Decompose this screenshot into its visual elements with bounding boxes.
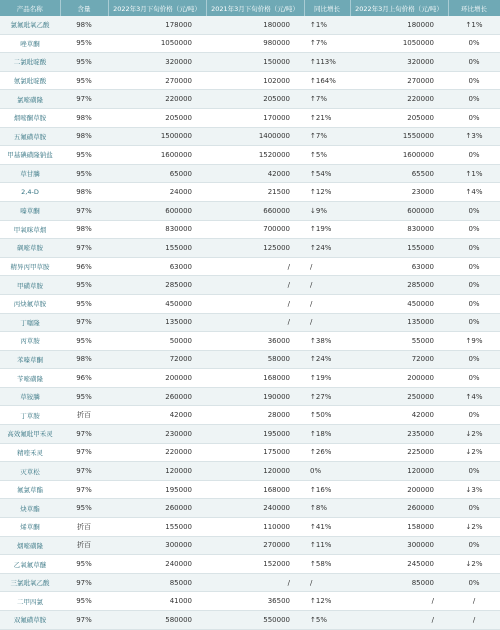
cell-content: 97% (60, 239, 108, 258)
cell-price-2022-early-march: 72000 (350, 350, 448, 369)
cell-price-2021-late-march: 1400000 (206, 127, 304, 146)
header-product-name: 产品名称 (0, 0, 60, 16)
cell-price-2022-early-march: 450000 (350, 294, 448, 313)
cell-mom-growth: 0% (448, 108, 500, 127)
cell-mom-growth: ↑4% (448, 387, 500, 406)
cell-yoy-growth: ↑41% (304, 518, 350, 537)
cell-price-2021-late-march: 190000 (206, 387, 304, 406)
cell-yoy-growth: ↑113% (304, 53, 350, 72)
cell-product-name: 高效氟吡甲禾灵 (0, 425, 60, 444)
cell-yoy-growth: / (304, 276, 350, 295)
table-row (0, 294, 500, 313)
cell-yoy-growth: ↑16% (304, 480, 350, 499)
cell-price-2021-late-march: / (206, 313, 304, 332)
cell-price-2021-late-march: 1520000 (206, 146, 304, 165)
cell-price-2021-late-march: 205000 (206, 90, 304, 109)
cell-price-2022-early-march: 65500 (350, 164, 448, 183)
cell-product-name: 苯嗪草酮 (0, 350, 60, 369)
cell-yoy-growth: / (304, 573, 350, 592)
cell-content: 95% (60, 294, 108, 313)
cell-price-2022-late-march: 220000 (108, 90, 206, 109)
table-row (0, 573, 500, 592)
cell-content: 95% (60, 276, 108, 295)
cell-yoy-growth: ↑26% (304, 443, 350, 462)
cell-yoy-growth: ↑8% (304, 499, 350, 518)
table-body (0, 16, 500, 629)
table-row (0, 220, 500, 239)
cell-mom-growth: 0% (448, 573, 500, 592)
cell-price-2022-early-march: 205000 (350, 108, 448, 127)
cell-price-2022-early-march: 220000 (350, 90, 448, 109)
cell-mom-growth: 0% (448, 146, 500, 165)
cell-price-2022-late-march: 50000 (108, 332, 206, 351)
cell-yoy-growth: ↑164% (304, 71, 350, 90)
cell-product-name: 甲基碘磺隆钠盐 (0, 146, 60, 165)
cell-product-name: 草甘膦 (0, 164, 60, 183)
cell-mom-growth: 0% (448, 201, 500, 220)
cell-price-2022-late-march: 260000 (108, 387, 206, 406)
cell-price-2022-early-march: 1050000 (350, 34, 448, 53)
cell-content: 97% (60, 480, 108, 499)
table-row (0, 313, 500, 332)
cell-price-2022-late-march: 63000 (108, 257, 206, 276)
table-row (0, 555, 500, 574)
table-row (0, 536, 500, 555)
cell-yoy-growth: ↓9% (304, 201, 350, 220)
table-row (0, 480, 500, 499)
cell-price-2022-late-march: 230000 (108, 425, 206, 444)
cell-price-2021-late-march: 42000 (206, 164, 304, 183)
cell-yoy-growth: ↑24% (304, 350, 350, 369)
cell-price-2022-early-march: 245000 (350, 555, 448, 574)
cell-yoy-growth: ↑7% (304, 90, 350, 109)
cell-price-2022-late-march: 42000 (108, 406, 206, 425)
cell-price-2022-early-march: / (350, 611, 448, 630)
table-row (0, 332, 500, 351)
cell-price-2022-late-march: 195000 (108, 480, 206, 499)
cell-mom-growth: 0% (448, 350, 500, 369)
cell-price-2021-late-march: 168000 (206, 369, 304, 388)
table-row (0, 146, 500, 165)
cell-mom-growth: 0% (448, 53, 500, 72)
cell-product-name: 烯草酮 (0, 518, 60, 537)
cell-price-2022-late-march: 135000 (108, 313, 206, 332)
cell-price-2021-late-march: 110000 (206, 518, 304, 537)
cell-content: 95% (60, 34, 108, 53)
cell-product-name: 丁噻隆 (0, 313, 60, 332)
cell-price-2021-late-march: 28000 (206, 406, 304, 425)
cell-price-2021-late-march: 700000 (206, 220, 304, 239)
cell-price-2022-late-march: 41000 (108, 592, 206, 611)
cell-price-2021-late-march: 168000 (206, 480, 304, 499)
cell-content: 97% (60, 573, 108, 592)
cell-mom-growth: ↑3% (448, 127, 500, 146)
cell-price-2021-late-march: 195000 (206, 425, 304, 444)
cell-price-2022-early-march: 285000 (350, 276, 448, 295)
cell-product-name: 砜嘧草胺 (0, 239, 60, 258)
cell-yoy-growth: ↑54% (304, 164, 350, 183)
cell-price-2022-early-march: 155000 (350, 239, 448, 258)
cell-yoy-growth: ↑7% (304, 34, 350, 53)
cell-content: 98% (60, 108, 108, 127)
cell-content: 97% (60, 462, 108, 481)
cell-mom-growth: ↓2% (448, 425, 500, 444)
cell-mom-growth: 0% (448, 257, 500, 276)
cell-content: 98% (60, 183, 108, 202)
cell-mom-growth: / (448, 611, 500, 630)
cell-product-name: 2,4-D (0, 183, 60, 202)
cell-content: 98% (60, 16, 108, 34)
cell-mom-growth: 0% (448, 294, 500, 313)
cell-content: 97% (60, 201, 108, 220)
cell-mom-growth: ↓2% (448, 518, 500, 537)
cell-product-name: 精喹禾灵 (0, 443, 60, 462)
cell-product-name: 甲氧咪草烟 (0, 220, 60, 239)
cell-content: 97% (60, 425, 108, 444)
cell-price-2022-late-march: 72000 (108, 350, 206, 369)
cell-product-name: 三氯吡氧乙酸 (0, 573, 60, 592)
cell-price-2022-late-march: 600000 (108, 201, 206, 220)
cell-price-2022-late-march: 220000 (108, 443, 206, 462)
cell-mom-growth: ↓3% (448, 480, 500, 499)
cell-content: 98% (60, 127, 108, 146)
cell-product-name: 炔草酯 (0, 499, 60, 518)
cell-content: 96% (60, 369, 108, 388)
cell-product-name: 双氟磺草胺 (0, 611, 60, 630)
cell-price-2021-late-march: 980000 (206, 34, 304, 53)
cell-price-2021-late-march: 240000 (206, 499, 304, 518)
cell-price-2022-early-march: 23000 (350, 183, 448, 202)
cell-product-name: 丁草胺 (0, 406, 60, 425)
cell-price-2022-early-march: 135000 (350, 313, 448, 332)
cell-price-2022-late-march: 155000 (108, 239, 206, 258)
cell-yoy-growth: ↑12% (304, 183, 350, 202)
cell-price-2022-early-march: 85000 (350, 573, 448, 592)
table-row (0, 462, 500, 481)
cell-mom-growth: 0% (448, 369, 500, 388)
header-price-2022-late-march: 2022年3月下旬价格（元/吨） (108, 0, 206, 16)
cell-price-2022-late-march: 830000 (108, 220, 206, 239)
cell-content: 97% (60, 611, 108, 630)
cell-price-2022-early-march: 180000 (350, 16, 448, 34)
cell-yoy-growth: ↑5% (304, 146, 350, 165)
cell-product-name: 烟嘧酮草胺 (0, 108, 60, 127)
cell-price-2022-late-march: 1600000 (108, 146, 206, 165)
cell-price-2022-early-march: 120000 (350, 462, 448, 481)
table-row (0, 499, 500, 518)
cell-content: 95% (60, 164, 108, 183)
cell-price-2021-late-march: / (206, 257, 304, 276)
cell-product-name: 唑草酮 (0, 34, 60, 53)
cell-price-2022-early-march: 235000 (350, 425, 448, 444)
cell-price-2022-early-march: 63000 (350, 257, 448, 276)
table-row (0, 387, 500, 406)
table-row (0, 406, 500, 425)
cell-mom-growth: 0% (448, 276, 500, 295)
cell-product-name: 嗪草酮 (0, 201, 60, 220)
cell-product-name: 氯嘧磺隆 (0, 90, 60, 109)
cell-content: 97% (60, 313, 108, 332)
cell-product-name: 五氟磺草胺 (0, 127, 60, 146)
cell-product-name: 丙草胺 (0, 332, 60, 351)
cell-content: 98% (60, 220, 108, 239)
cell-price-2021-late-march: 660000 (206, 201, 304, 220)
cell-content: 95% (60, 71, 108, 90)
cell-content: 折百 (60, 406, 108, 425)
table-row (0, 90, 500, 109)
header-price-2021-late-march: 2021年3月下旬价格（元/吨） (206, 0, 304, 16)
cell-price-2022-late-march: 580000 (108, 611, 206, 630)
cell-mom-growth: 0% (448, 220, 500, 239)
cell-price-2021-late-march: 120000 (206, 462, 304, 481)
cell-price-2022-early-march: 225000 (350, 443, 448, 462)
cell-content: 折百 (60, 536, 108, 555)
cell-content: 97% (60, 443, 108, 462)
cell-content: 95% (60, 332, 108, 351)
cell-content: 95% (60, 387, 108, 406)
cell-mom-growth: 0% (448, 71, 500, 90)
cell-price-2022-early-march: 55000 (350, 332, 448, 351)
cell-price-2022-late-march: 300000 (108, 536, 206, 555)
cell-yoy-growth: ↑27% (304, 387, 350, 406)
header-content: 含量 (60, 0, 108, 16)
cell-price-2022-early-march: 200000 (350, 480, 448, 499)
table-row (0, 16, 500, 34)
cell-price-2022-late-march: 85000 (108, 573, 206, 592)
cell-product-name: 烟嘧磺隆 (0, 536, 60, 555)
cell-yoy-growth: 0% (304, 462, 350, 481)
cell-price-2021-late-march: 270000 (206, 536, 304, 555)
cell-price-2021-late-march: 36500 (206, 592, 304, 611)
cell-price-2022-late-march: 155000 (108, 518, 206, 537)
cell-yoy-growth: ↑1% (304, 16, 350, 34)
cell-price-2022-early-march: 260000 (350, 499, 448, 518)
table-row (0, 71, 500, 90)
cell-mom-growth: 0% (448, 90, 500, 109)
cell-content: 95% (60, 555, 108, 574)
cell-price-2022-late-march: 1050000 (108, 34, 206, 53)
cell-price-2021-late-march: 21500 (206, 183, 304, 202)
cell-product-name: 苄嘧磺隆 (0, 369, 60, 388)
cell-content: 折百 (60, 518, 108, 537)
table-row (0, 164, 500, 183)
cell-mom-growth: ↑1% (448, 16, 500, 34)
cell-mom-growth: / (448, 592, 500, 611)
cell-price-2021-late-march: 150000 (206, 53, 304, 72)
cell-price-2022-early-march: 1550000 (350, 127, 448, 146)
cell-price-2021-late-march: / (206, 294, 304, 313)
cell-price-2022-late-march: 260000 (108, 499, 206, 518)
cell-price-2022-late-march: 240000 (108, 555, 206, 574)
cell-mom-growth: ↓2% (448, 555, 500, 574)
cell-yoy-growth: ↑5% (304, 611, 350, 630)
cell-content: 98% (60, 350, 108, 369)
table-row (0, 127, 500, 146)
cell-price-2022-early-march: 1600000 (350, 146, 448, 165)
cell-yoy-growth: ↑58% (304, 555, 350, 574)
table-row (0, 276, 500, 295)
cell-price-2022-early-march: 158000 (350, 518, 448, 537)
cell-mom-growth: 0% (448, 34, 500, 53)
cell-content: 95% (60, 53, 108, 72)
cell-price-2021-late-march: 125000 (206, 239, 304, 258)
table-row (0, 350, 500, 369)
table-row (0, 443, 500, 462)
cell-price-2022-early-march: 250000 (350, 387, 448, 406)
cell-price-2022-late-march: 1500000 (108, 127, 206, 146)
cell-mom-growth: 0% (448, 406, 500, 425)
cell-yoy-growth: ↑7% (304, 127, 350, 146)
table-row (0, 53, 500, 72)
cell-price-2021-late-march: 102000 (206, 71, 304, 90)
cell-product-name: 灭草松 (0, 462, 60, 481)
cell-yoy-growth: ↑18% (304, 425, 350, 444)
cell-price-2022-late-march: 205000 (108, 108, 206, 127)
cell-mom-growth: ↓2% (448, 443, 500, 462)
cell-product-name: 氨氯吡啶酸 (0, 71, 60, 90)
cell-yoy-growth: ↑11% (304, 536, 350, 555)
cell-price-2021-late-march: 58000 (206, 350, 304, 369)
cell-mom-growth: ↑1% (448, 164, 500, 183)
cell-price-2022-late-march: 178000 (108, 16, 206, 34)
cell-price-2022-late-march: 120000 (108, 462, 206, 481)
cell-price-2022-late-march: 320000 (108, 53, 206, 72)
cell-content: 95% (60, 499, 108, 518)
cell-yoy-growth: ↑21% (304, 108, 350, 127)
cell-price-2022-late-march: 285000 (108, 276, 206, 295)
cell-product-name: 草铵膦 (0, 387, 60, 406)
cell-mom-growth: ↑4% (448, 183, 500, 202)
table-row (0, 34, 500, 53)
cell-mom-growth: ↑9% (448, 332, 500, 351)
cell-price-2022-early-march: 600000 (350, 201, 448, 220)
table-row (0, 518, 500, 537)
cell-product-name: 氯氟吡氧乙酸 (0, 16, 60, 34)
cell-price-2022-early-march: / (350, 592, 448, 611)
cell-content: 97% (60, 90, 108, 109)
table-row (0, 201, 500, 220)
cell-yoy-growth: ↑50% (304, 406, 350, 425)
cell-mom-growth: 0% (448, 239, 500, 258)
cell-price-2022-early-march: 300000 (350, 536, 448, 555)
cell-yoy-growth: / (304, 257, 350, 276)
table-row (0, 239, 500, 258)
cell-price-2021-late-march: 550000 (206, 611, 304, 630)
cell-price-2022-late-march: 200000 (108, 369, 206, 388)
cell-product-name: 二甲四氯 (0, 592, 60, 611)
cell-price-2022-late-march: 24000 (108, 183, 206, 202)
cell-yoy-growth: ↑19% (304, 369, 350, 388)
table-row (0, 425, 500, 444)
table-header-row (0, 0, 500, 16)
cell-price-2022-early-march: 320000 (350, 53, 448, 72)
cell-product-name: 乙氧氟草醚 (0, 555, 60, 574)
cell-product-name: 丙炔氟草胺 (0, 294, 60, 313)
cell-yoy-growth: ↑19% (304, 220, 350, 239)
cell-yoy-growth: ↑24% (304, 239, 350, 258)
cell-price-2021-late-march: 36000 (206, 332, 304, 351)
cell-price-2022-late-march: 65000 (108, 164, 206, 183)
header-price-2022-early-march: 2022年3月上旬价格（元/吨） (350, 0, 448, 16)
cell-product-name: 二氯吡啶酸 (0, 53, 60, 72)
cell-price-2021-late-march: / (206, 276, 304, 295)
cell-product-name: 甲磺草胺 (0, 276, 60, 295)
cell-mom-growth: 0% (448, 462, 500, 481)
cell-content: 95% (60, 146, 108, 165)
cell-price-2022-late-march: 270000 (108, 71, 206, 90)
cell-price-2022-early-march: 200000 (350, 369, 448, 388)
cell-mom-growth: 0% (448, 499, 500, 518)
table-row (0, 257, 500, 276)
table-row (0, 592, 500, 611)
cell-price-2021-late-march: 152000 (206, 555, 304, 574)
table-row (0, 183, 500, 202)
cell-yoy-growth: / (304, 313, 350, 332)
table-row (0, 611, 500, 630)
cell-price-2022-late-march: 450000 (108, 294, 206, 313)
cell-content: 95% (60, 592, 108, 611)
cell-price-2022-early-march: 830000 (350, 220, 448, 239)
cell-yoy-growth: ↑38% (304, 332, 350, 351)
cell-mom-growth: 0% (448, 536, 500, 555)
cell-price-2021-late-march: / (206, 573, 304, 592)
cell-price-2021-late-march: 170000 (206, 108, 304, 127)
header-mom-growth: 环比增长 (448, 0, 500, 16)
cell-yoy-growth: ↑12% (304, 592, 350, 611)
table-row (0, 369, 500, 388)
cell-price-2021-late-march: 180000 (206, 16, 304, 34)
header-yoy-growth: 同比增长 (304, 0, 350, 16)
cell-yoy-growth: / (304, 294, 350, 313)
cell-price-2022-early-march: 42000 (350, 406, 448, 425)
cell-mom-growth: 0% (448, 313, 500, 332)
cell-product-name: 精异丙甲草胺 (0, 257, 60, 276)
table-row (0, 108, 500, 127)
cell-price-2022-early-march: 270000 (350, 71, 448, 90)
cell-price-2021-late-march: 175000 (206, 443, 304, 462)
cell-content: 96% (60, 257, 108, 276)
cell-product-name: 氟氯草酯 (0, 480, 60, 499)
